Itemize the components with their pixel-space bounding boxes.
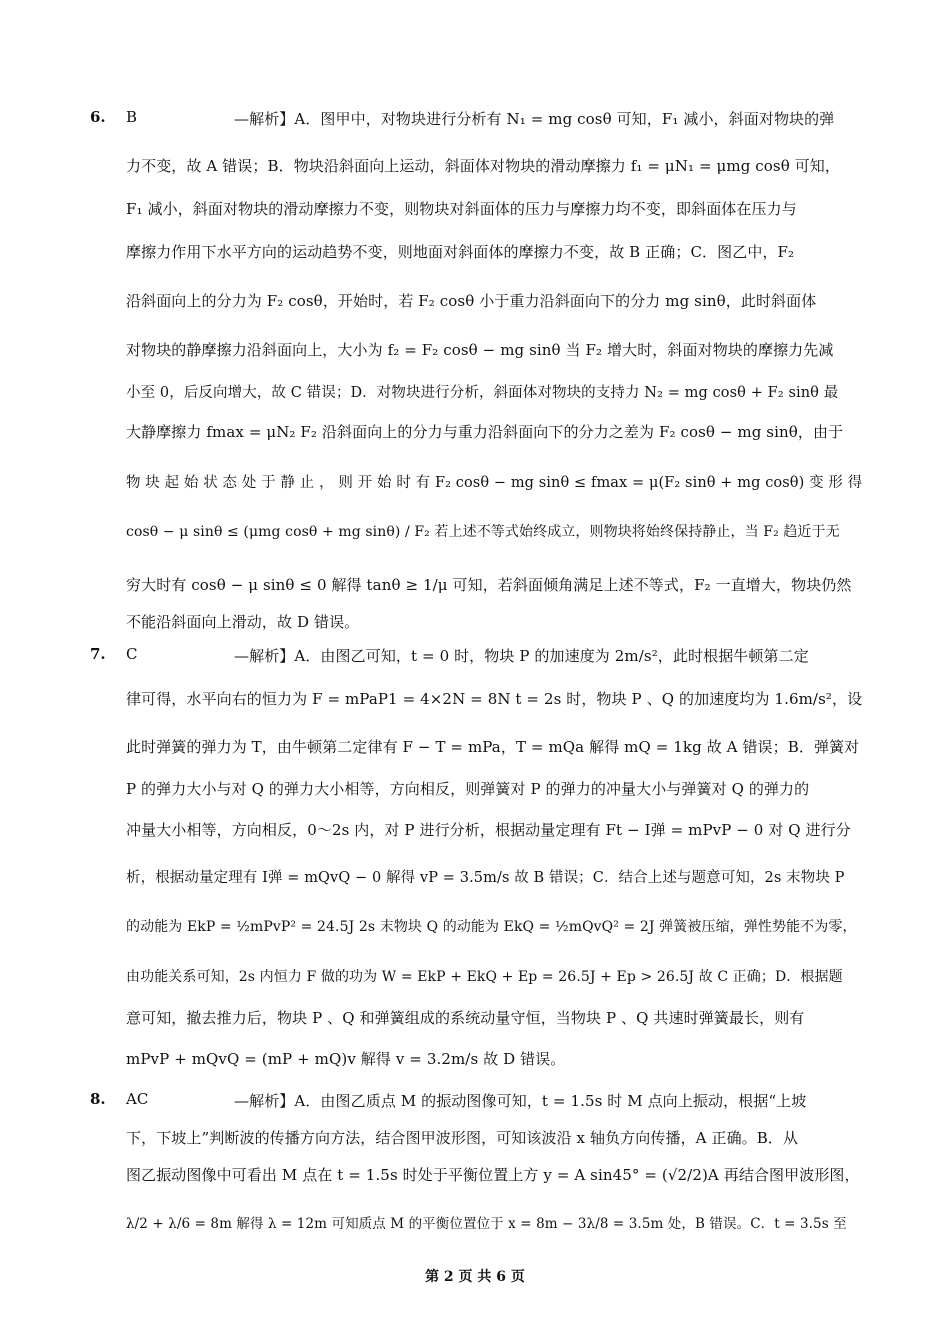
solution-line: 力不变，故 A 错误；B．物块沿斜面向上运动，斜面体对物块的滑动摩擦力 f₁ = μN₁ = μmg cosθ 可知，	[126, 157, 840, 175]
solution-line: 冲量大小相等，方向相反，0～2s 内，对 P 进行分析，根据动量定理有 Ft − I弹 = mPvP − 0 对 Q 进行分	[126, 821, 851, 839]
solution-line: —解析】A．由图乙质点 M 的振动图像可知，t = 1.5s 时 M 点向上振动，根据“上坡	[234, 1092, 807, 1110]
solution-line: cosθ − μ sinθ ≤ (μmg cosθ + mg sinθ) / F₂ 若上述不等式始终成立，则物块将始终保持静止，当 F₂ 趋近于无	[126, 524, 840, 540]
solution-line: 意可知，撤去推力后，物块 P 、Q 和弹簧组成的系统动量守恒，当物块 P 、Q 共速时弹簧最长，则有	[126, 1009, 805, 1027]
answer-choice: AC	[126, 1090, 149, 1108]
solution-line: 摩擦力作用下水平方向的运动趋势不变，则地面对斜面体的摩擦力不变，故 B 正确；C．图乙中，F₂	[126, 243, 795, 261]
solution-line: 物 块 起 始 状 态 处 于 静 止 ， 则 开 始 时 有 F₂ cosθ − mg sinθ ≤ fmax = μ(F₂ sinθ + mg cosθ) 变 形 得	[126, 475, 863, 491]
solution-line: 不能沿斜面向上滑动，故 D 错误。	[126, 613, 360, 631]
answer-choice: B	[126, 108, 138, 126]
solution-line: mPvP + mQvQ = (mP + mQ)v 解得 v = 3.2m/s 故 D 错误。	[126, 1050, 566, 1068]
solution-line: 析，根据动量定理有 I弹 = mQvQ − 0 解得 vP = 3.5m/s 故 B 错误；C．结合上述与题意可知，2s 末物块 P	[126, 870, 845, 886]
solution-line: 的动能为 EkP = ½mPvP² = 24.5J 2s 末物块 Q 的动能为 EkQ = ½mQvQ² = 2J 弹簧被压缩，弹性势能不为零，	[126, 919, 857, 935]
solution-line: 穷大时有 cosθ − μ sinθ ≤ 0 解得 tanθ ≥ 1/μ 可知，若斜面倾角满足上述不等式，F₂ 一直增大，物块仍然	[126, 576, 852, 594]
solution-line: —解析】A．由图乙可知，t = 0 时，物块 P 的加速度为 2m/s²，此时根据牛顿第二定	[234, 647, 809, 665]
solution-line: —解析】A．图甲中，对物块进行分析有 N₁ = mg cosθ 可知，F₁ 减小，斜面对物块的弹	[234, 110, 835, 128]
solution-line: 图乙振动图像中可看出 M 点在 t = 1.5s 时处于平衡位置上方 y = A sin45° = (√2/2)A 再结合图甲波形图，	[126, 1166, 860, 1184]
solution-line: 小至 0，后反向增大，故 C 错误；D．对物块进行分析，斜面体对物块的支持力 N₂ = mg cosθ + F₂ sinθ 最	[126, 385, 839, 401]
solution-line: 大静摩擦力 fmax = μN₂ F₂ 沿斜面向上的分力与重力沿斜面向下的分力之差为 F₂ cosθ − mg sinθ，由于	[126, 423, 844, 441]
question-number: 6.	[90, 108, 106, 126]
solution-line: 沿斜面向上的分力为 F₂ cosθ，开始时，若 F₂ cosθ 小于重力沿斜面向下的分力 mg sinθ，此时斜面体	[126, 292, 817, 310]
solution-line: 此时弹簧的弹力为 T，由牛顿第二定律有 F − T = mPa，T = mQa 解得 mQ = 1kg 故 A 错误；B．弹簧对	[126, 738, 860, 756]
solution-line: λ/2 + λ/6 = 8m 解得 λ = 12m 可知质点 M 的平衡位置位于 x = 8m − 3λ/8 = 3.5m 处，B 错误。C．t = 3.5s 至	[126, 1216, 847, 1232]
solution-line: 律可得，水平向右的恒力为 F = mPaP1 = 4×2N = 8N t = 2s 时，物块 P 、Q 的加速度均为 1.6m/s²，设	[126, 690, 863, 708]
answer-choice: C	[126, 645, 138, 663]
solution-line: 由功能关系可知，2s 内恒力 F 做的功为 W = EkP + EkQ + Ep = 26.5J + Ep > 26.5J 故 C 正确；D．根据题	[126, 969, 843, 985]
solution-line: 对物块的静摩擦力沿斜面向上，大小为 f₂ = F₂ cosθ − mg sinθ 当 F₂ 增大时，斜面对物块的摩擦力先减	[126, 341, 834, 359]
question-number: 8.	[90, 1090, 106, 1108]
question-number: 7.	[90, 645, 106, 663]
solution-line: P 的弹力大小与对 Q 的弹力大小相等，方向相反，则弹簧对 P 的弹力的冲量大小与弹簧对 Q 的弹力的	[126, 780, 810, 798]
page-footer: 第 2 页 共 6 页	[425, 1269, 525, 1285]
solution-line: 下，下坡上”判断波的传播方向方法，结合图甲波形图，可知该波沿 x 轴负方向传播，A 正确。B．从	[126, 1129, 799, 1147]
solution-line: F₁ 减小，斜面对物块的滑动摩擦力不变，则物块对斜面体的压力与摩擦力均不变，即斜面体在压力与	[126, 200, 797, 218]
